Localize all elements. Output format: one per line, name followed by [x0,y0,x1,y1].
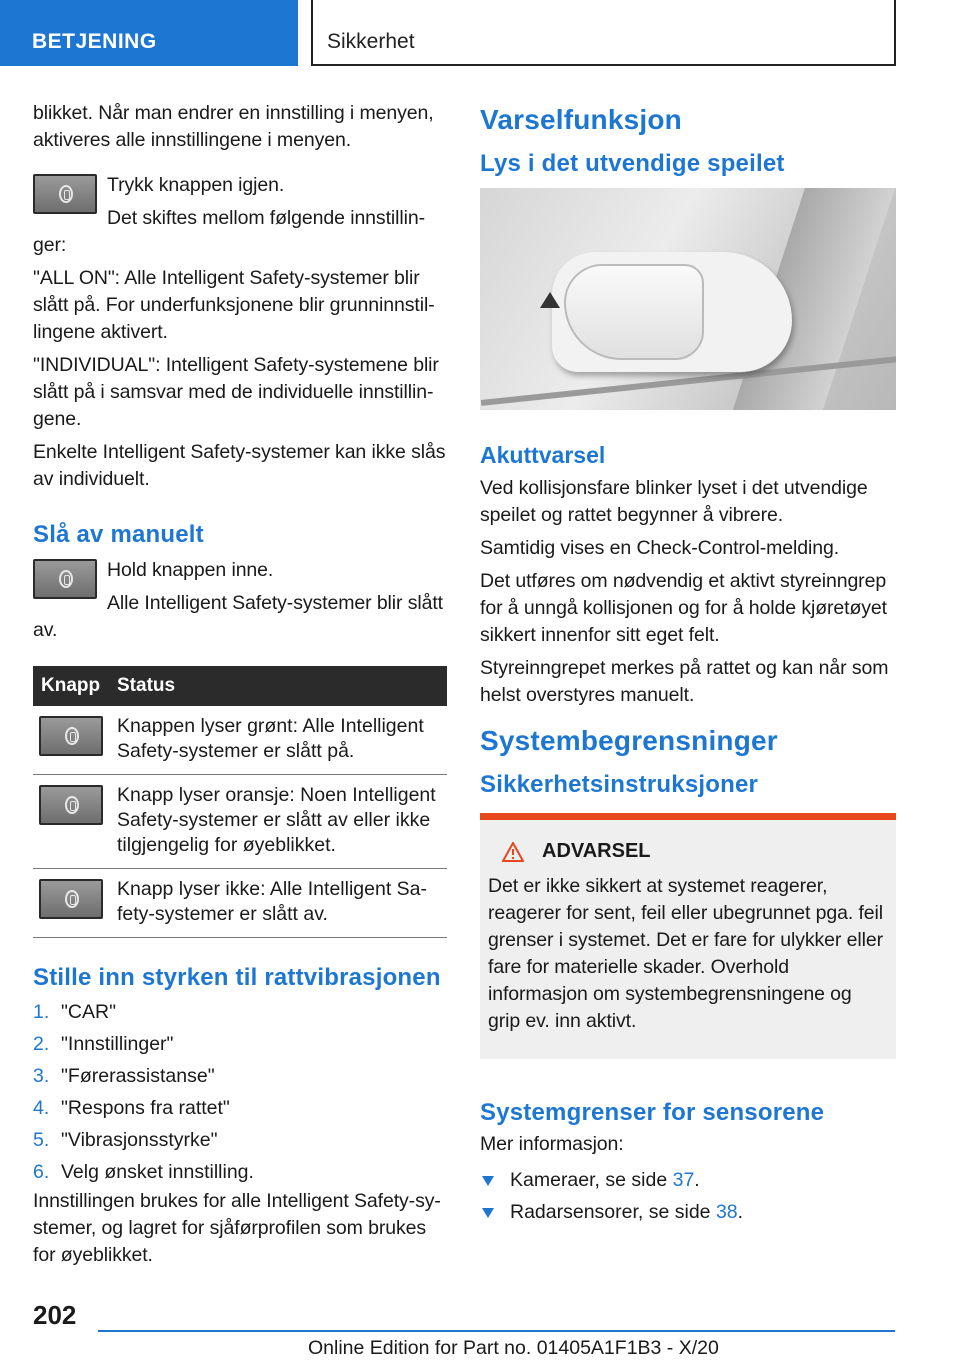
page-link-38[interactable]: 38 [715,1201,738,1223]
list-item: 6. Velg ønsket innstilling. [33,1161,254,1183]
warning-icon [502,842,524,862]
left-column [33,100,447,1275]
status-text: Knapp lyser oransje: Noen Intelligent Safety-systemer er slått av eller ikke tilgjengelig for øyeblikket. [109,775,447,869]
hold-block [33,557,447,644]
footer-edition: Online Edition for Part no. 01405A1F1B3 - X/20 [308,1337,719,1359]
safety-icon [65,890,79,908]
safety-button-green-image [39,716,103,756]
safety-button-orange-image [39,785,103,825]
safety-button-off-image [39,879,103,919]
vibration-heading: Stille inn styrken til rattvibrasjonen [33,964,441,991]
limits-heading: Systembegrensninger [480,725,778,756]
mirror-photo [480,188,896,410]
chapter-tab: BETJENING [0,0,298,66]
all-off-text: Alle Intelligent Safety-systemer blir slått av. [33,592,443,641]
right-column [480,100,896,1228]
safety-icon [59,570,73,588]
warning-triangle-icon [540,292,560,308]
some-cannot-text: Enkelte Intelligent Safety-systemer kan ikke slås av individuelt. [33,441,446,490]
acute-text-3: Det utføres om nødvendig et aktivt styreinngrep for å unngå kollisjonen og for å holde kjøretøyet sikkert innenfor sitt eget felt. [480,570,887,646]
steps-list [33,996,447,1188]
list-item: Kameraer, se side 37. [480,1164,896,1196]
hold-text: Hold knappen inne. [107,559,274,581]
page-number: 202 [33,1300,77,1330]
safety-icon [59,185,73,203]
warning-title: ADVARSEL [542,840,651,862]
acute-text-1: Ved kollisjonsfare blinker lyset i det utvendige speilet og rattet begynner å vibrere. [480,477,868,526]
table-row [33,869,447,938]
warning-text: Det er ikke sikkert at systemet reagerer, reagerer for sent, feil eller ubegrunnet pga. feil grenser i systemet. Det er fare for ulykker eller fare for materielle skader. Overhold informasjon om systembegrensningene og grip ev. inn aktivt. [488,875,883,1032]
list-item: 5. "Vibrasjonsstyrke" [33,1129,218,1151]
manual-off-heading: Slå av manuelt [33,521,204,548]
table-row [33,775,447,869]
list-item: 1. "CAR" [33,1001,117,1023]
list-item: 4. "Respons fra rattet" [33,1097,230,1119]
footer-divider [98,1330,895,1332]
acute-text-2: Samtidig vises en Check-Control-melding. [480,537,840,559]
press-again-text: Trykk knappen igjen. [107,174,285,196]
table-header-status: Status [109,666,447,706]
acute-text-4: Styreinngrepet merkes på rattet og kan når som helst overstyres manuelt. [480,657,889,706]
safety-button-image [33,174,97,214]
list-item: Radarsensorer, se side 38. [480,1196,896,1228]
section-title: Sikkerhet [311,0,896,66]
list-item: 3. "Førerassistanse" [33,1065,215,1087]
reference-list [480,1164,896,1228]
intro-text: blikket. Når man endrer en innstilling i menyen, aktiveres alle innstillingene i menyen. [33,102,434,151]
warning-box [480,813,896,1059]
sensor-limits-heading: Systemgrenser for sensorene [480,1099,825,1126]
more-info-text: Mer informasjon: [480,1133,624,1155]
acute-warning-heading: Akuttvarsel [480,442,606,468]
safety-icon [65,727,79,745]
safety-button-image [33,559,97,599]
press-again-block [33,172,447,259]
table-row [33,706,447,775]
status-text: Knapp lyser ikke: Alle Intelligent Safety-systemer er slått av. [109,869,447,938]
page-link-37[interactable]: 37 [672,1169,695,1191]
status-text: Knappen lyser grønt: Alle Intelligent Safety-systemer er slått på. [109,706,447,775]
page-header [0,0,960,66]
bullet-triangle-icon [482,1208,494,1218]
status-table [33,666,447,938]
closing-text: Innstillingen brukes for alle Intelligent Safety-systemer, og lagret for sjåførprofilen som brukes for øyeblikket. [33,1190,441,1266]
safety-heading: Sikkerhetsinstruksjoner [480,771,759,798]
safety-icon [65,796,79,814]
table-header-button: Knapp [33,666,109,706]
bullet-triangle-icon [482,1176,494,1186]
individual-text: "INDIVIDUAL": Intelligent Safety-systemene blir slått på i samsvar med de individuelle innstillingene. [33,354,439,430]
toggle-text: Det skiftes mellom følgende innstillinger: [33,207,426,256]
warning-function-heading: Varselfunksjon [480,104,682,135]
all-on-text: "ALL ON": Alle Intelligent Safety-systemer blir slått på. For underfunksjonene blir grunninnstillingene aktivert. [33,267,435,343]
list-item: 2. "Innstillinger" [33,1033,174,1055]
mirror-light-heading: Lys i det utvendige speilet [480,150,785,177]
